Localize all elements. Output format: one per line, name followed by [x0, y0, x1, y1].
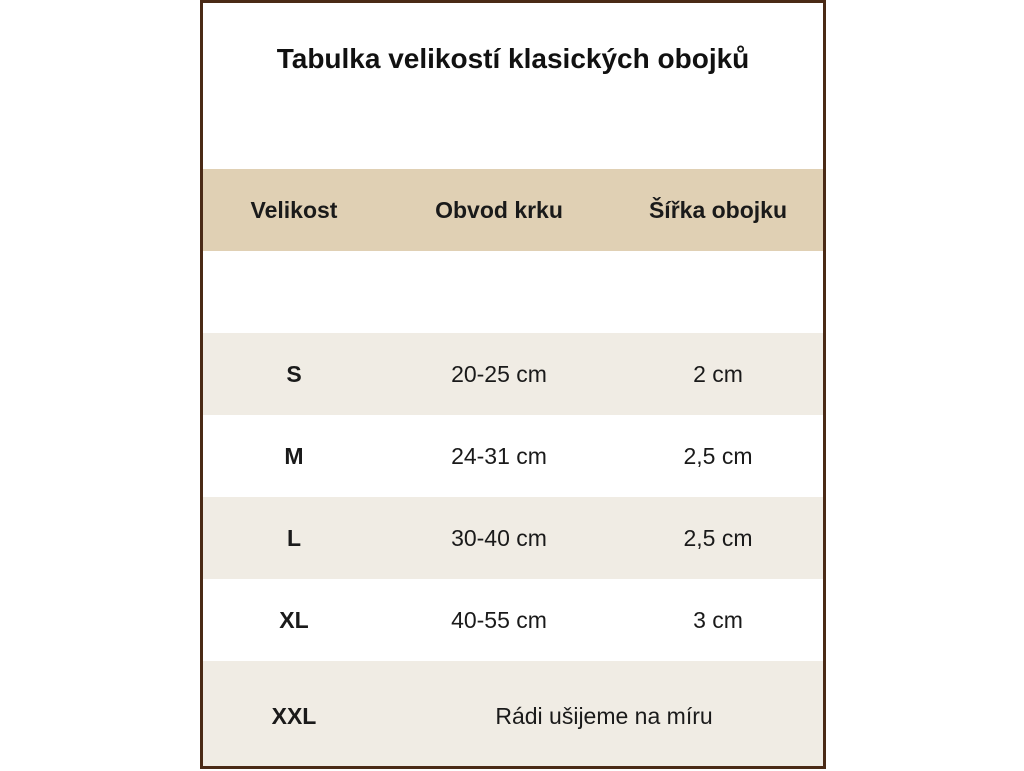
row-neck: 24-31 cm	[451, 443, 547, 469]
row-size: XXL	[271, 703, 317, 729]
row-size: XL	[279, 607, 309, 633]
table-header	[203, 169, 823, 251]
table-row	[203, 579, 823, 661]
table-row	[203, 415, 823, 497]
table-row	[203, 497, 823, 579]
header-size: Velikost	[250, 197, 338, 223]
header-neck: Obvod krku	[435, 197, 563, 223]
page-title: Tabulka velikostí klasických obojků	[276, 43, 750, 74]
row-size: L	[286, 525, 302, 551]
table-row	[203, 333, 823, 415]
row-width: 2 cm	[693, 361, 743, 387]
row-neck: 20-25 cm	[451, 361, 547, 387]
size-chart-card	[200, 0, 826, 769]
header-width: Šířka obojku	[648, 197, 788, 223]
row-neck: 30-40 cm	[451, 525, 547, 551]
spacer-row	[203, 251, 823, 333]
row-width: 3 cm	[693, 607, 743, 633]
custom-made-note: Rádi ušijeme na míru	[495, 703, 713, 729]
row-width: 2,5 cm	[683, 443, 753, 469]
row-size: M	[284, 443, 304, 469]
table-row-custom	[203, 661, 823, 766]
row-size: S	[286, 361, 302, 387]
row-neck: 40-55 cm	[451, 607, 547, 633]
row-width: 2,5 cm	[683, 525, 753, 551]
